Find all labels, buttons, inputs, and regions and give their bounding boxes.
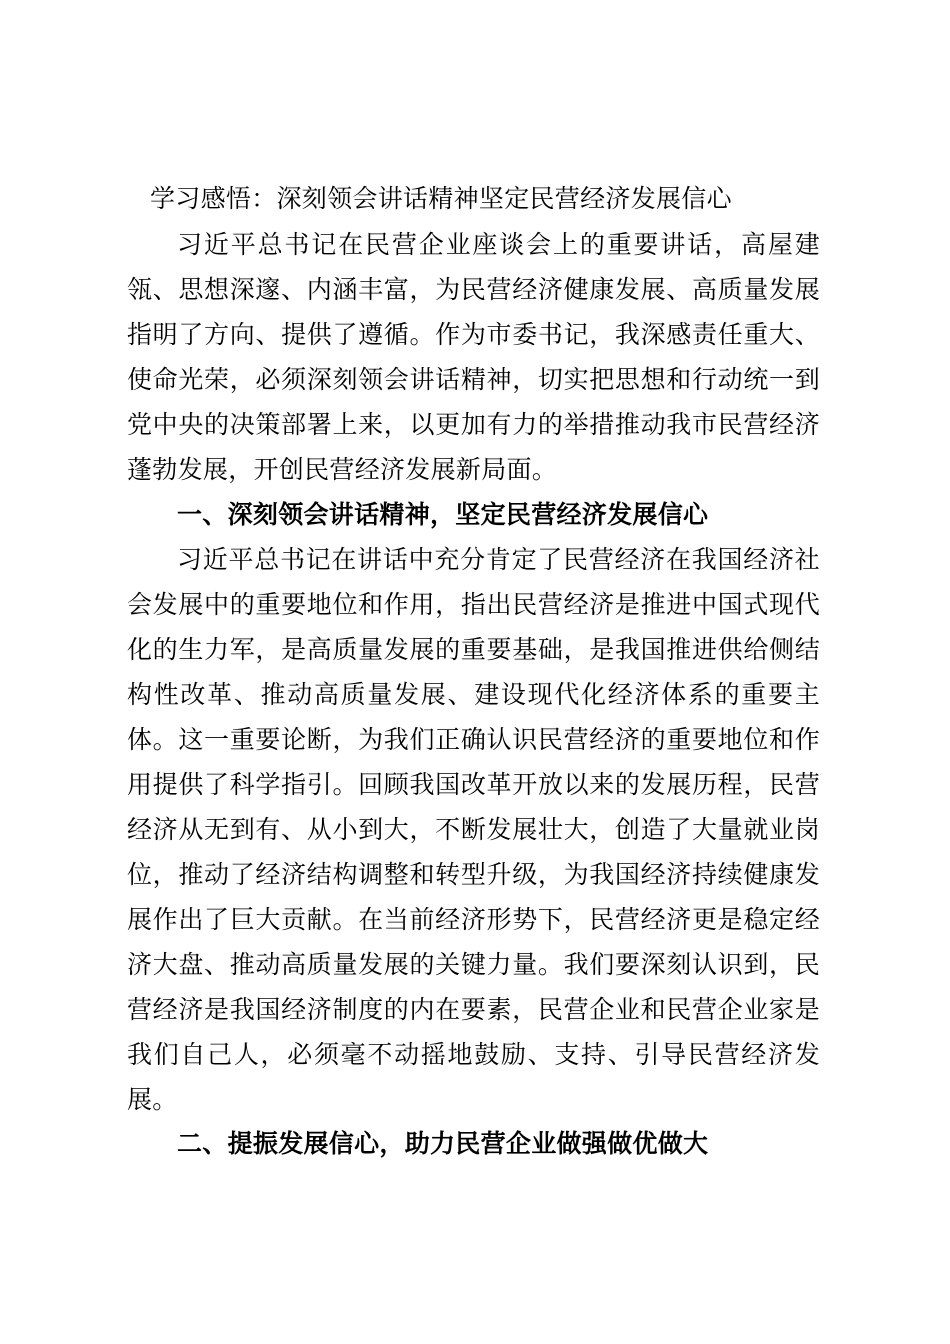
section-1-heading: 一、深刻领会讲话精神，坚定民营经济发展信心 <box>177 500 709 529</box>
intro-paragraph: 习近平总书记在民营企业座谈会上的重要讲话，高屋建瓴、思想深邃、内涵丰富，为民营经济健康发展、高质量发展指明了方向、提供了遵循。作为市委书记，我深感责任重大、使命光荣，必须深刻领会讲话精神，切实把思想和行动统一到党中央的决策部署上来，以更加有力的举措推动我市民营经济蓬勃发展，开创民营经济发展新局面。 <box>127 230 820 484</box>
document-title: 学习感悟：深刻领会讲话精神坚定民营经济发展信心 <box>150 184 732 213</box>
section-1-paragraph: 习近平总书记在讲话中充分肯定了民营经济在我国经济社会发展中的重要地位和作用，指出民营经济是推进中国式现代化的生力军，是高质量发展的重要基础，是我国推进供给侧结构性改革、推动高质量发展、建设现代化经济体系的重要主体。这一重要论断，为我们正确认识民营经济的重要地位和作用提供了科学指引。回顾我国改革开放以来的发展历程，民营经济从无到有、从小到大，不断发展壮大，创造了大量就业岗位，推动了经济结构调整和转型升级，为我国经济持续健康发展作出了巨大贡献。在当前经济形势下，民营经济更是稳定经济大盘、推动高质量发展的关键力量。我们要深刻认识到，民营经济是我国经济制度的内在要素，民营企业和民营企业家是我们自己人，必须毫不动摇地鼓励、支持、引导民营经济发展。 <box>127 545 820 1114</box>
section-2-heading: 二、提振发展信心，助力民营企业做强做优做大 <box>177 1129 709 1158</box>
